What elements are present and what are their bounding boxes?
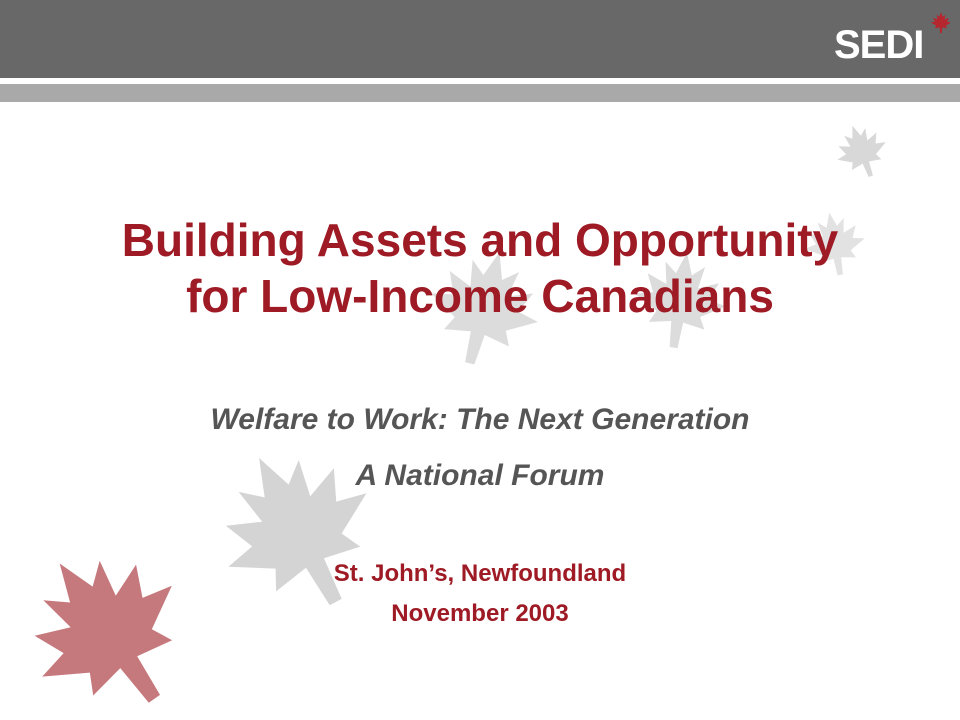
subtitle-line-1: Welfare to Work: The Next Generation — [210, 403, 750, 436]
subtitle-line-2: A National Forum — [355, 459, 605, 492]
title-line-1: Building Assets and Opportunity — [121, 214, 839, 266]
event-date: November 2003 — [391, 600, 569, 627]
slide-meta — [0, 554, 960, 634]
event-location: St. John’s, Newfoundland — [333, 560, 627, 587]
logo-text: SEDI — [834, 23, 924, 66]
slide-subtitle — [0, 392, 960, 504]
title-line-2: for Low-Income Canadians — [186, 270, 774, 322]
slide-title — [0, 212, 960, 324]
